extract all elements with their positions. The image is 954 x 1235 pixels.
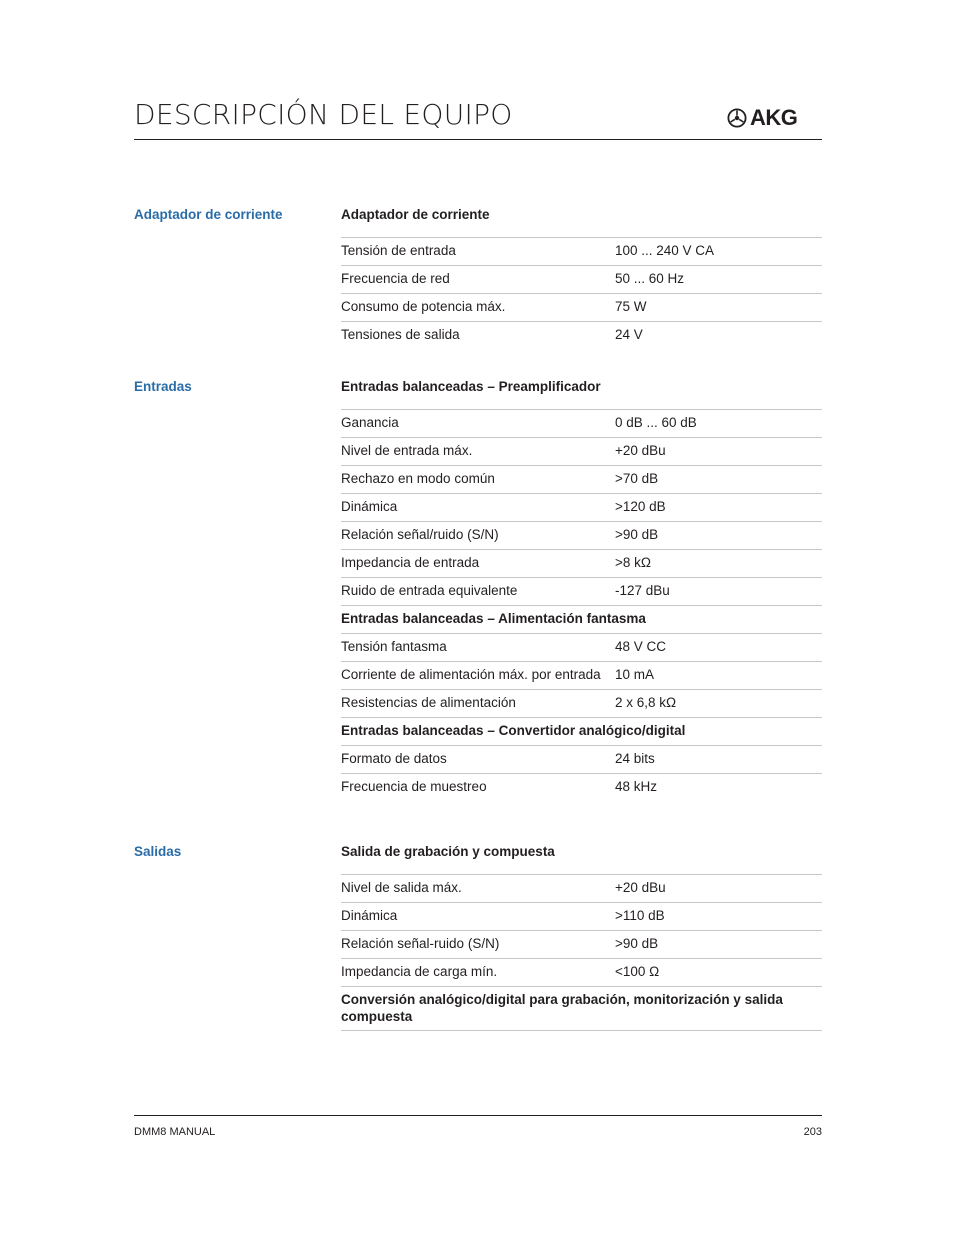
spec-table [341,843,822,1031]
spec-key: Frecuencia de muestreo [341,779,487,794]
spec-value: 48 kHz [615,779,658,794]
spec-row [341,959,822,987]
footer-manual-name: DMM8 MANUAL [134,1126,216,1138]
spec-row [341,494,822,522]
spec-key: Consumo de potencia máx. [341,299,506,314]
spec-row [341,903,822,931]
spec-value: 50 ... 60 Hz [615,271,685,286]
spec-key: Dinámica [341,499,398,514]
spec-key: Dinámica [341,908,398,923]
spec-key: Corriente de alimentación máx. por entrada [341,667,601,682]
section-label: Entradas [134,379,192,394]
spec-value: 24 V [615,327,643,342]
spec-key: Relación señal-ruido (S/N) [341,936,500,951]
spec-heading: Entradas balanceadas – Alimentación fantasma [341,606,822,634]
spec-value: +20 dBu [615,443,666,458]
spec-heading: Entradas balanceadas – Preamplificador [341,378,822,410]
spec-row [341,746,822,774]
spec-key: Nivel de salida máx. [341,880,462,895]
footer-divider [134,1115,822,1116]
spec-row [341,522,822,550]
spec-heading: Entradas balanceadas – Convertidor analógico/digital [341,718,822,746]
spec-value: 100 ... 240 V CA [615,243,715,258]
spec-heading: Conversión analógico/digital para grabación, monitorización y salida compuesta [341,987,822,1031]
title-divider [134,139,822,140]
spec-value: <100 Ω [615,964,660,979]
spec-row [341,690,822,718]
spec-value: 48 V CC [615,639,667,654]
spec-key: Ganancia [341,415,399,430]
spec-key: Tensiones de salida [341,327,460,342]
akg-logo [727,106,822,130]
spec-row [341,466,822,494]
spec-key: Impedancia de carga mín. [341,964,498,979]
spec-value: 2 x 6,8 kΩ [615,695,677,710]
spec-value: >8 kΩ [615,555,651,570]
spec-value: 24 bits [615,751,655,766]
spec-value: >90 dB [615,527,659,542]
spec-row [341,634,822,662]
spec-row [341,322,822,349]
spec-key: Nivel de entrada máx. [341,443,473,458]
spec-value: 75 W [615,299,647,314]
spec-value: >90 dB [615,936,659,951]
spec-row [341,266,822,294]
spec-value: >70 dB [615,471,659,486]
spec-key: Resistencias de alimentación [341,695,516,710]
page-title: DESCRIPCIÓN DEL EQUIPO [134,98,513,131]
section-label: Adaptador de corriente [134,207,283,222]
akg-logo-mark-icon [727,108,747,128]
akg-logo-word: AKG [750,105,798,130]
spec-key: Rechazo en modo común [341,471,495,486]
spec-value: >110 dB [615,908,665,923]
spec-value: -127 dBu [615,583,670,598]
spec-row [341,294,822,322]
spec-value: 10 mA [615,667,655,682]
spec-row [341,578,822,606]
spec-value: +20 dBu [615,880,666,895]
spec-row [341,774,822,801]
spec-heading: Salida de grabación y compuesta [341,843,822,875]
spec-value: 0 dB ... 60 dB [615,415,697,430]
footer-page-number: 203 [803,1126,822,1138]
spec-key: Frecuencia de red [341,271,450,286]
spec-key: Ruido de entrada equivalente [341,583,518,598]
spec-key: Tensión fantasma [341,639,447,654]
spec-row [341,662,822,690]
spec-row [341,875,822,903]
spec-row [341,238,822,266]
spec-value: >120 dB [615,499,666,514]
spec-row [341,410,822,438]
spec-table [341,378,822,801]
spec-key: Impedancia de entrada [341,555,480,570]
spec-table [341,206,822,349]
section-label: Salidas [134,844,182,859]
spec-key: Tensión de entrada [341,243,456,258]
spec-key: Formato de datos [341,751,447,766]
spec-key: Relación señal/ruido (S/N) [341,527,499,542]
spec-row [341,550,822,578]
spec-row [341,931,822,959]
spec-heading: Adaptador de corriente [341,206,822,238]
spec-row [341,438,822,466]
